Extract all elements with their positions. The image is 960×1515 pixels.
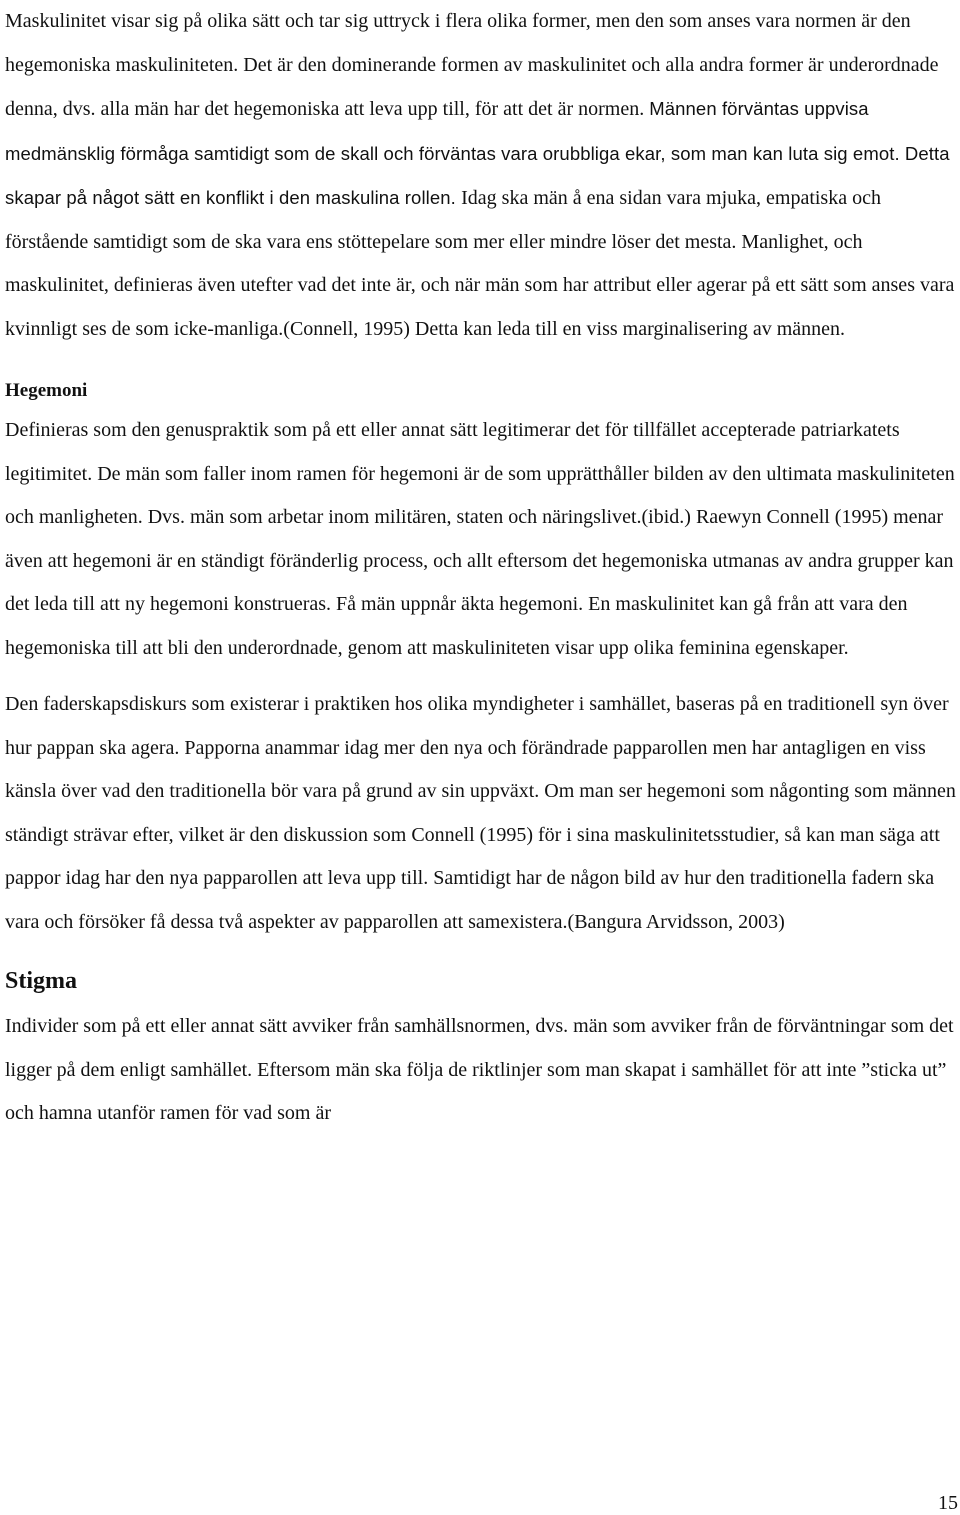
paragraph-faderskapsdiskurs: Den faderskapsdiskurs som existerar i praktiken hos olika myndigheter i samhället, baseras på en traditionell syn över hur pappan ska agera. Papporna anammar idag mer den nya och förändrade papparollen men har antagligen en viss känsla över vad den traditionella bör vara på grund av sin uppväxt. Om man ser hegemoni som någonting som männen ständigt strävar efter, vilket är den diskussion som Connell (1995) för i sina maskulinitetsstudier, så kan man säga att pappor idag har den nya papparollen att leva upp till. Samtidigt har de någon bild av hur den traditionella fadern ska vara och försöker få dessa två aspekter av papparollen att samexistera.(Bangura Arvidsson, 2003) (5, 693, 956, 933)
paragraph-1-segment-1: Maskulinitet visar sig på olika sätt och tar sig uttryck i flera olika former, men den som anses vara normen är den hegemoniska maskuliniteten. Det är den dominerande formen av maskulinitet och alla andra former är underordnade denna, dvs. alla män har det hegemoniska att leva upp till, för att det är normen. (5, 10, 944, 120)
paragraph-hegemoni: Definieras som den genuspraktik som på ett eller annat sätt legitimerar det för tillfället accepterade patriarkatets legitimitet. De män som faller inom ramen för hegemoni är de som upprätthåller bilden av den ultimata maskuliniteten och manligheten. Dvs. män som arbetar inom militären, staten och näringslivet.(ibid.) Raewyn Connell (1995) menar även att hegemoni är en ständigt föränderlig process, och allt eftersom det hegemoniska utmanas av andra grupper kan det leda till att ny hegemoni konstrueras. Få män uppnår äkta hegemoni. En maskulinitet kan gå från att vara den hegemoniska till att bli den underordnade, genom att maskuliniteten visar upp olika feminina egenskaper. (5, 419, 955, 659)
paragraph-maskulinitet (5, 0, 960, 351)
heading-hegemoni: Hegemoni (5, 380, 88, 401)
paragraph-1-segment-3: Idag ska män å ena sidan vara mjuka, empatiska och förstående samtidigt som de ska vara ens stöttepelare som mer eller mindre löser det mesta. Manlighet, och maskulinitet, definieras även utefter vad det inte är, och när män som har attribut eller agerar på ett sätt som anses vara kvinnligt ses de som icke-manliga.(Connell, 1995) Detta kan leda till en viss marginalisering av männen. (5, 187, 960, 340)
heading-stigma: Stigma (5, 968, 77, 994)
paragraph-stigma: Individer som på ett eller annat sätt avviker från samhällsnormen, dvs. män som avviker från de förväntningar som det ligger på dem enligt samhället. Eftersom män ska följa de riktlinjer som man skapat i samhället för att inte ”sticka ut” och hamna utanför ramen för vad som är (5, 1015, 954, 1124)
document-page (5, 0, 960, 1136)
paragraph-1-segment-2: Männen förväntas uppvisa medmänsklig förmåga samtidigt som de skall och förväntas vara orubbliga ekar, som man kan luta sig emot. Detta skapar på något sätt en konflikt i den maskulina rollen. (5, 98, 955, 208)
page-number: 15 (938, 1492, 958, 1514)
